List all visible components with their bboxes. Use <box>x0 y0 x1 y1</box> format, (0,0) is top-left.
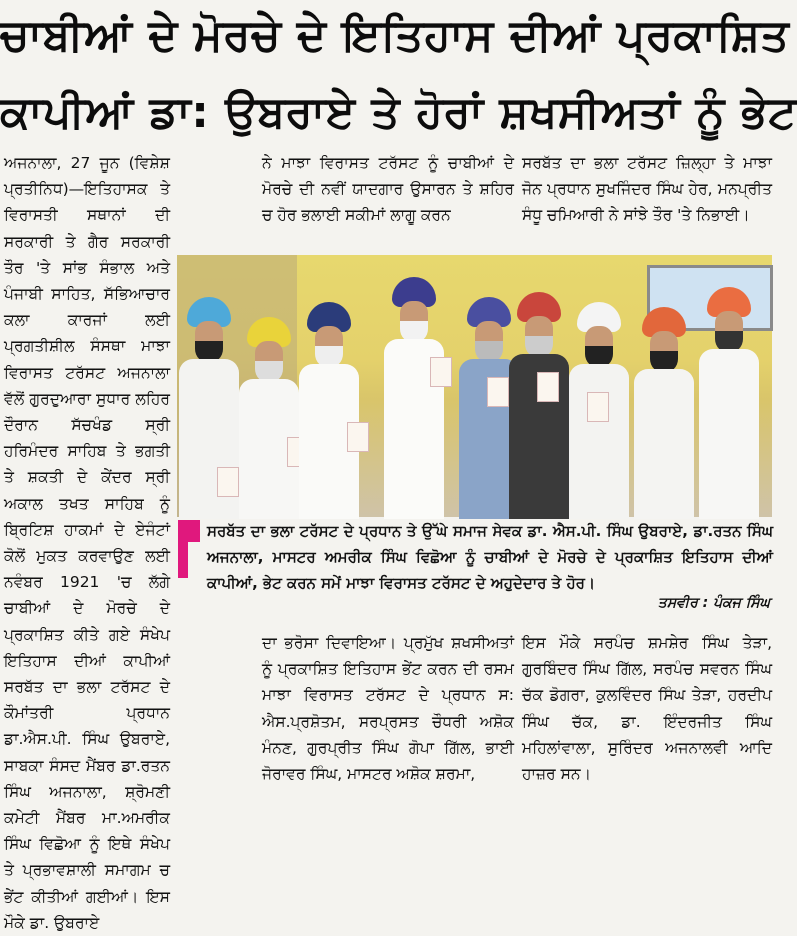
article-column-2-top-text: ਨੇ ਮਾਝਾ ਵਿਰਾਸਤ ਟਰੱਸਟ ਨੂੰ ਚਾਬੀਆਂ ਦੇ ਮੋਰਚੇ ਦੀ ਨਵੀਂ ਯਾਦਗਾਰ ਉਸਾਰਨ ਤੇ ਸ਼ਹਿਰ ਚ ਹੋਰ ਭਲਾਈ ਸਕੀਮਾਂ ਲਾਗੂ ਕਰਨ <box>262 154 514 225</box>
article-column-3-bottom <box>522 630 772 798</box>
article-column-3-top <box>522 150 772 250</box>
article-column-2-bottom-text: ਦਾ ਭਰੋਸਾ ਦਿਵਾਇਆ। ਪ੍ਰਮੁੱਖ ਸ਼ਖਸੀਅਤਾਂ ਨੂੰ ਪ੍ਰਕਾਸ਼ਿਤ ਇਤਿਹਾਸ ਭੇਂਟ ਕਰਨ ਦੀ ਰਸਮ ਮਾਝਾ ਵਿਰਾਸਤ ਟਰੱਸਟ ਦੇ ਪ੍ਰਧਾਨ ਸ: ਐਸ.ਪ੍ਰਸ਼ੋਤਮ, ਸਰਪ੍ਰਸਤ ਚੌਧਰੀ ਅਸ਼ੋਕ ਮੰਨਣ, ਗੁਰਪ੍ਰੀਤ ਸਿੰਘ ਗੋਪਾ ਗਿੱਲ, ਭਾਈ ਜੋਰਾਵਰ ਸਿੰਘ, ਮਾਸਟਰ ਅਸ਼ੋਕ ਸ਼ਰਮਾ, <box>262 634 514 784</box>
news-photo <box>177 255 772 517</box>
headline-line-2: ਕਾਪੀਆਂ ਡਾ: ਉਬਰਾਏ ਤੇ ਹੋਰਾਂ ਸ਼ਖਸੀਅਤਾਂ ਨੂੰ ਭੇਟ <box>0 87 797 138</box>
photo-caption: ਸਰਬੱਤ ਦਾ ਭਲਾ ਟਰੱਸਟ ਦੇ ਪ੍ਰਧਾਨ ਤੇ ਉੱਘੇ ਸਮਾਜ ਸੇਵਕ ਡਾ. ਐਸ.ਪੀ. ਸਿੰਘ ਉਬਰਾਏ, ਡਾ.ਰਤਨ ਸਿੰਘ ਅਜਨਾਲਾ, ਮਾਸਟਰ ਅਮਰੀਕ ਸਿੰਘ ਵਿਛੋਆ ਨੂੰ ਚਾਬੀਆਂ ਦੇ ਮੋਰਚੇ ਦੇ ਪ੍ਰਕਾਸ਼ਿਤ ਇਤਿਹਾਸ ਦੀਆਂ ਕਾਪੀਆਂ, ਭੇਟ ਕਰਨ ਸਮੇਂ ਮਾਝਾ ਵਿਰਾਸਤ ਟਰੱਸਟ ਦੇ ਅਹੁਦੇਦਾਰ ਤੇ ਹੋਰ। <box>207 522 773 592</box>
article-column-3-top-text: ਸਰਬੱਤ ਦਾ ਭਲਾ ਟਰੱਸਟ ਜ਼ਿਲ੍ਹਾ ਤੇ ਮਾਝਾ ਜੋਨ ਪ੍ਰਧਾਨ ਸੁਖਜਿੰਦਰ ਸਿੰਘ ਹੇਰ, ਮਨਪ੍ਰੀਤ ਸੰਧੂ ਚਮਿਆਰੀ ਨੇ ਸਾਂਝੇ ਤੌਰ 'ਤੇ ਨਿਭਾਈ। <box>522 154 772 225</box>
article-column-2-bottom <box>262 630 514 798</box>
article-column-1-text: ਅਜਨਾਲਾ, 27 ਜੂਨ (ਵਿਸ਼ੇਸ਼ ਪ੍ਰਤੀਨਿਧ)—ਇਤਿਹਾਸਕ ਤੇ ਵਿਰਾਸਤੀ ਸਥਾਨਾਂ ਦੀ ਸਰਕਾਰੀ ਤੇ ਗੈਰ ਸਰਕਾਰੀ ਤੌਰ 'ਤੇ ਸਾਂਭ ਸੰਭਾਲ ਅਤੇ ਪੰਜਾਬੀ ਸਾਹਿਤ, ਸੱਭਿਆਚਾਰ ਕਲਾ ਕਾਰਜਾਂ ਲਈ ਪ੍ਰਗਤੀਸ਼ੀਲ ਸੰਸਥਾ ਮਾਝਾ ਵਿਰਾਸਤ ਟਰੱਸਟ ਅਜਨਾਲਾ ਵੱਲੋਂ ਗੁਰਦੁਆਰਾ ਸੁਧਾਰ ਲਹਿਰ ਦੌਰਾਨ ਸੱਚਖੰਡ ਸ੍ਰੀ ਹਰਿਮੰਦਰ ਸਾਹਿਬ ਤੇ ਭਗਤੀ ਤੇ ਸ਼ਕਤੀ ਦੇ ਕੇਂਦਰ ਸ੍ਰੀ ਅਕਾਲ ਤਖਤ ਸਾਹਿਬ ਨੂੰ ਬ੍ਰਿਟਿਸ਼ ਹਾਕਮਾਂ ਦੇ ਏਜੰਟਾਂ ਕੋਲੋਂ ਮੁਕਤ ਕਰਵਾਉਣ ਲਈ ਨਵੰਬਰ 1921 'ਚ ਲੱਗੇ ਚਾਬੀਆਂ ਦੇ ਮੋਰਚੇ ਦੇ ਪ੍ਰਕਾਸ਼ਿਤ ਕੀਤੇ ਗਏ ਸੰਖੇਪ ਇਤਿਹਾਸ ਦੀਆਂ ਕਾਪੀਆਂ ਸਰਬੱਤ ਦਾ ਭਲਾ ਟਰੱਸਟ ਦੇ ਕੌਮਾਂਤਰੀ ਪ੍ਰਧਾਨ ਡਾ.ਐਸ.ਪੀ. ਸਿੰਘ ਉਬਰਾਏ, ਸਾਬਕਾ ਸੰਸਦ ਮੈਂਬਰ ਡਾ.ਰਤਨ ਸਿੰਘ ਅਜਨਾਲਾ, ਸ਼੍ਰੋਮਣੀ ਕਮੇਟੀ ਮੈਂਬਰ ਮਾ.ਅਮਰੀਕ ਸਿੰਘ ਵਿਛੋਆ ਨੂੰ ਇਥੇ ਸੰਖੇਪ ਤੇ ਪ੍ਰਭਾਵਸ਼ਾਲੀ ਸਮਾਗਮ ਚ ਭੇਂਟ ਕੀਤੀਆਂ ਗਈਆਂ। ਇਸ ਮੌਕੇ ਡਾ. ਉਬਰਾਏ <box>4 154 170 932</box>
photo-credit: ਤਸਵੀਰ : ਪੰਕਜ ਸਿੰਘ <box>657 595 770 611</box>
headline-line-1: ਚਾਬੀਆਂ ਦੇ ਮੋਰਚੇ ਦੇ ਇਤਿਹਾਸ ਦੀਆਂ ਪ੍ਰਕਾਸ਼ਿਤ <box>0 10 790 61</box>
article-column-2-top <box>262 150 514 250</box>
article-column-3-bottom-text: ਇਸ ਮੌਕੇ ਸਰਪੰਚ ਸ਼ਮਸ਼ੇਰ ਸਿੰਘ ਤੇੜਾ, ਗੁਰਬਿੰਦਰ ਸਿੰਘ ਗਿੱਲ, ਸਰਪੰਚ ਸਵਰਨ ਸਿੰਘ ਚੱਕ ਡੋਗਰਾ, ਕੁਲਵਿੰਦਰ ਸਿੰਘ ਤੇੜਾ, ਹਰਦੀਪ ਸਿੰਘ ਚੱਕ, ਡਾ. ਇੰਦਰਜੀਤ ਸਿੰਘ ਮਹਿਲਾਂਵਾਲਾ, ਸੁਰਿੰਦਰ ਅਜਨਾਲਵੀ ਆਦਿ ਹਾਜ਼ਰ ਸਨ। <box>522 634 772 784</box>
article-column-1 <box>4 150 170 932</box>
caption-accent-notch <box>188 542 200 578</box>
